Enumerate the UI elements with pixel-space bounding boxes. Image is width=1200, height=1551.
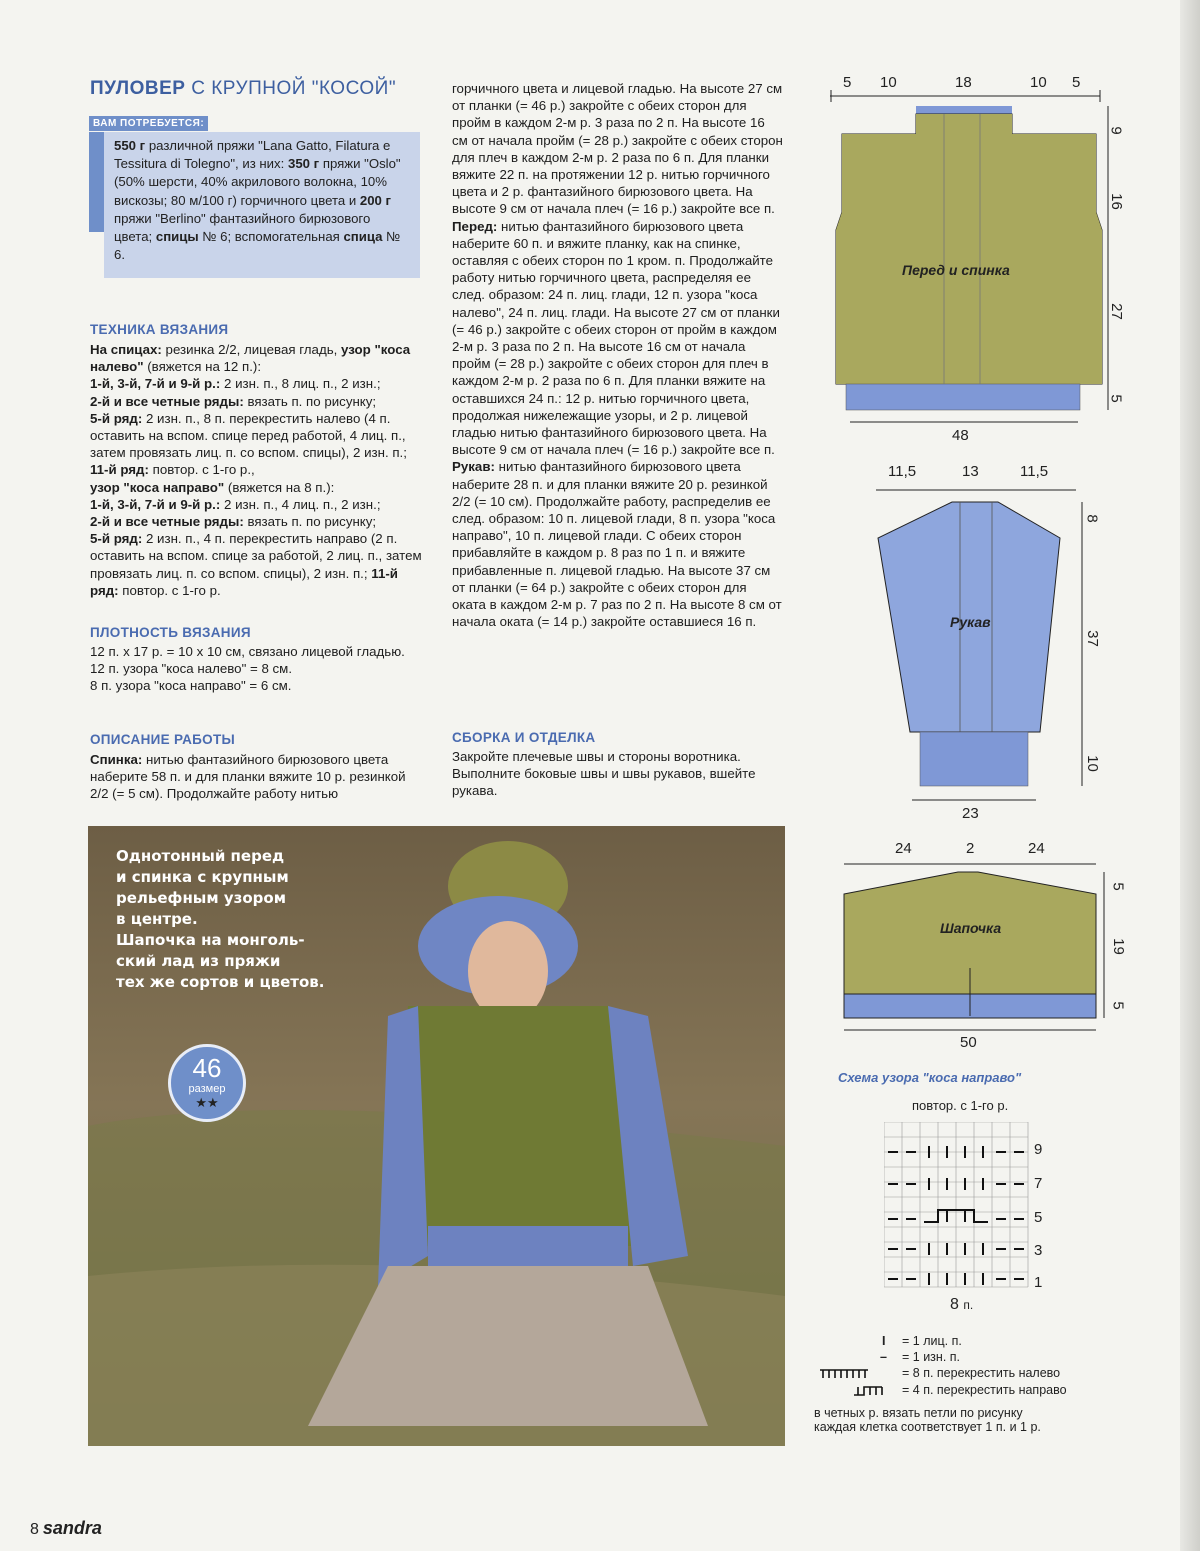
body-dim-bottom: 48: [952, 427, 969, 444]
sleeve-schematic: [870, 480, 1110, 810]
legend-item: [820, 1334, 1100, 1350]
legend-text: = 1 лиц. п.: [902, 1334, 962, 1348]
title-bold: ПУЛОВЕР: [90, 78, 186, 99]
body-dim-right: 5: [1107, 394, 1125, 403]
sleeve-dim-right: 37: [1083, 630, 1101, 647]
materials-bar: [89, 132, 105, 232]
title-rest: С КРУПНОЙ "КОСОЙ": [185, 78, 397, 99]
cable-left-icon: [820, 1368, 868, 1380]
sleeve-dim-right: 8: [1083, 514, 1101, 523]
technique-heading: ТЕХНИКА ВЯЗАНИЯ: [90, 322, 229, 337]
hat-dim-right: 19: [1109, 938, 1127, 955]
chart-row-number: 5: [1034, 1209, 1043, 1226]
description-heading: ОПИСАНИЕ РАБОТЫ: [90, 732, 236, 747]
hat-dim-top: 24: [895, 840, 912, 857]
legend-text: = 1 изн. п.: [902, 1350, 961, 1364]
assembly-heading: СБОРКА И ОТДЕЛКА: [452, 730, 596, 745]
assembly-text: Закройте плечевые швы и стороны воротника. Выполните боковые швы и швы рукавов, вшейте рукава.: [452, 749, 756, 799]
page-number: 8: [30, 1521, 39, 1538]
materials-tag: ВАМ ПОТРЕБУЕТСЯ:: [89, 116, 208, 131]
legend-text: = 4 п. перекрестить направо: [902, 1383, 1067, 1397]
sleeve-dim-right: 10: [1083, 755, 1101, 772]
caption-line: Однотонный перед: [116, 847, 285, 865]
description-text: Спинка: нитью фантазийного бирюзового цвета наберите 58 п. и для планки вяжите 10 р. резинкой 2/2 (= 5 см). Продолжайте работу нитью: [90, 752, 406, 802]
size-label: размер: [188, 1083, 226, 1095]
body-dim-right: 27: [1107, 303, 1125, 320]
brand-logo: sandra: [42, 1518, 102, 1538]
legend-item: [820, 1366, 1100, 1383]
legend-note: каждая клетка соответствует 1 п. и 1 р.: [814, 1420, 1041, 1434]
hat-schematic: [840, 850, 1120, 1040]
chart-row-number: 1: [1034, 1274, 1043, 1291]
hat-dim-bottom: 50: [960, 1034, 977, 1051]
page-edge: [1180, 0, 1200, 1551]
chart-width-unit: п.: [963, 1298, 974, 1312]
chart-row-number: 9: [1034, 1141, 1043, 1158]
legend-note: в четных р. вязать петли по рисунку: [814, 1406, 1023, 1420]
knit-symbol-icon: I: [882, 1334, 886, 1348]
body-dim-top: 10: [1030, 74, 1047, 91]
body-dim-top: 5: [1072, 74, 1081, 91]
legend: [814, 1334, 1100, 1434]
chart-title: Схема узора "коса направо": [838, 1070, 1022, 1085]
chart-row-number: 7: [1034, 1175, 1043, 1192]
sleeve-label: Рукав: [950, 614, 991, 630]
size-badge: [168, 1044, 246, 1122]
body-dim-top: 18: [955, 74, 972, 91]
body-dim-right: 16: [1107, 193, 1125, 210]
hat-dim-right: 5: [1109, 1001, 1127, 1010]
caption-line: тех же сортов и цветов.: [116, 973, 325, 991]
caption-line: в центре.: [116, 910, 198, 928]
chart-width: [950, 1296, 973, 1314]
body-schematic: [830, 70, 1130, 450]
density-text: 12 п. х 17 р. = 10 х 10 см, связано лицевой гладью. 12 п. узора "коса налево" = 8 см. 8 п. узора "коса направо" = 6 см.: [90, 644, 405, 694]
legend-item: [820, 1383, 1100, 1400]
body-dim-top: 10: [880, 74, 897, 91]
difficulty-stars: ★★: [195, 1095, 219, 1110]
chart-repeat: повтор. с 1-го р.: [912, 1098, 1009, 1113]
caption-line: и спинка с крупным: [116, 868, 289, 886]
sleeve-dim-top: 13: [962, 463, 979, 480]
density-heading: ПЛОТНОСТЬ ВЯЗАНИЯ: [90, 625, 251, 640]
footer: [30, 1518, 102, 1539]
legend-item: [820, 1350, 1100, 1366]
body-label: Перед и спинка: [902, 262, 1010, 278]
sleeve-dim-top: 11,5: [1020, 463, 1049, 480]
hat-dim-top: 24: [1028, 840, 1045, 857]
size-number: 46: [192, 1053, 222, 1083]
body-dim-top: 5: [843, 74, 852, 91]
caption-line: рельефным узором: [116, 889, 286, 907]
chart-width-number: 8: [950, 1296, 959, 1313]
caption-line: ский лад из пряжи: [116, 952, 281, 970]
hat-label: Шапочка: [940, 920, 1002, 936]
middle-column-text: горчичного цвета и лицевой гладью. На высоте 27 см от планки (= 46 р.) закройте с обеих сторон для пройм в каждом 2-м р. 3 раза по 2 п. На высоте 16 см от начала пройм (= 28 р.) закройте с обеих сторон для плеч в каждом 2-м р. 2 раза по 6 п. Для планки вяжите 22 п. на протяжении 12 р. нитью горчичного цвета и 2 р. фантазийного бирюзового цвета. На высоте 9 см от начала плеч (= 16 р.) закройте все п. Перед: нитью фантазийного бирюзового цвета наберите 60 п. и вяжите планку, как на спинке, оставляя с обеих сторон по 1 кром. п. Продолжайте работу нитью горчичного цвета, распределяя ее след. образом: 24 п. лиц. глади, 12 п. узора "коса налево", 24 п. лиц. глади. На высоте 27 см от планки (= 46 р.) закройте с обеих сторон от пройм в каждом 2-м р. 3 раза по 2 п. На высоте 16 см от начала пройм (= 28 р.) закройте с обеих сторон для плеч в каждом 2-м р. 2 раза по 6 п. Для планки вяжите на оставшихся 24 п.: 12 р. нитью горчичного цвета, продолжая нижележащие узоры, и 2 р. лицевой гладью нитью фантазийного бирюзового цвета. На высоте 9 см от начала плеч (= 16 р.) закройте все п. Рукав: нитью фантазийного бирюзового цвета наберите 28 п. и для планки вяжите 20 р. резинкой 2/2 (= 10 см). Продолжайте работу, распределив ее след. образом: 10 п. лицевой глади, 8 п. узора "коса направо", 10 п. лицевой глади. С обеих сторон прибавляйте в каждом р. 8 раз по 1 п. и вяжите прибавленные п. лицевой гладью. На высоте 37 см от планки (= 64 р.) закройте с обеих сторон для оката в каждом 2-м р. 7 раз по 2 п. На высоте 8 см от начала оката (= 14 р.) закройте оставшиеся 16 п.: [452, 81, 783, 630]
chart-row-number: 3: [1034, 1242, 1043, 1259]
legend-text: = 8 п. перекрестить налево: [902, 1366, 1061, 1380]
page-title: [90, 78, 396, 100]
sleeve-dim-bottom: 23: [962, 805, 979, 822]
materials-box: 550 г различной пряжи "Lana Gatto, Filatura e Tessitura di Tolegno", из них: 350 г пряжи "Oslo" (50% шерсти, 40% акрилового волокна, 10% вискозы; 80 м/100 г) горчичного цвета и 200 г пряжи "Berlino" фантазийного бирюзового цвета; спицы № 6; вспомогательная спица № 6.: [104, 132, 420, 278]
cable-right-icon: [854, 1385, 884, 1397]
hat-dim-right: 5: [1109, 882, 1127, 891]
sleeve-dim-top: 11,5: [888, 463, 917, 480]
hat-dim-top: 2: [966, 840, 975, 857]
caption-line: Шапочка на монголь-: [116, 931, 305, 949]
purl-symbol-icon: –: [880, 1350, 887, 1364]
photo-caption: [116, 846, 324, 993]
technique-text: На спицах: резинка 2/2, лицевая гладь, узор "коса налево" (вяжется на 12 п.): 1-й, 3-й, 7-й и 9-й р.: 2 изн. п., 8 лиц. п., 2 изн.; 2-й и все четные ряды: вязать п. по рисунку; 5-й ряд: 2 изн. п., 8 п. перекрестить налево (4 п. оставить на вспом. спице перед работой, 4 лиц. п., затем провязать лиц. п. со вспом. спицы), 2 изн. п.; 11-й ряд: повтор. с 1-го р., узор "коса направо" (вяжется на 8 п.): 1-й, 3-й, 7-й и 9-й р.: 2 изн. п., 4 лиц. п., 2 изн.; 2-й и все четные ряды: вязать п. по рисунку; 5-й ряд: 2 изн. п., 4 п. перекрестить направо (2 п. оставить на вспом. спице за работой, 2 лиц. п., затем провязать лиц. п. со вспом. спицы), 2 изн. п.; 11-й ряд: повтор. с 1-го р.: [90, 342, 422, 598]
body-dim-right: 9: [1107, 126, 1125, 135]
